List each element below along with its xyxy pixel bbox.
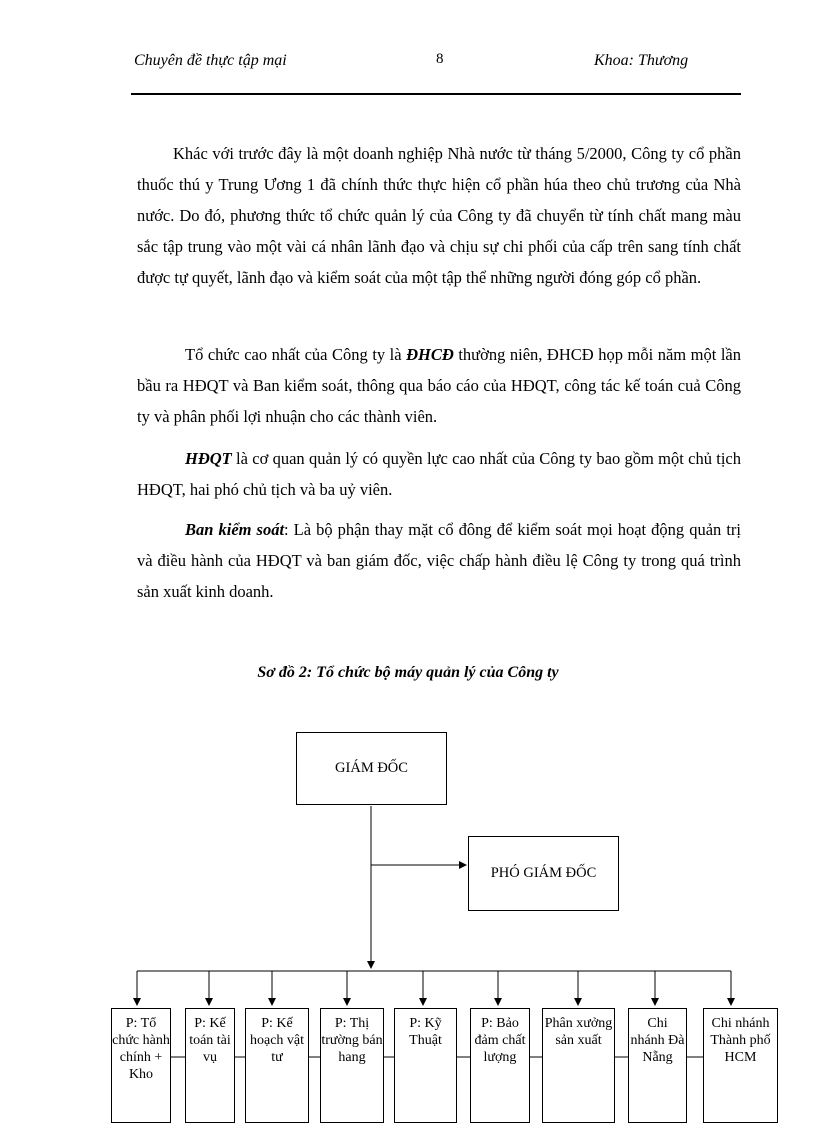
- dept-box-admin: P: Tổ chức hành chính + Kho: [111, 1008, 171, 1123]
- paragraph-4-text: : Là bộ phận thay mặt cổ đông để kiểm soát mọi hoạt động quản trị và điều hành của HĐQT và ban giám đốc, việc chấp hành điều lệ Công ty trong quá trình sản xuất kinh doanh.: [137, 520, 741, 601]
- term-hdqt: HĐQT: [185, 449, 232, 468]
- dept-box-planning: P: Kế hoạch vật tư: [245, 1008, 309, 1123]
- paragraph-1: Khác với trước đây là một doanh nghiệp Nhà nước từ tháng 5/2000, Công ty cổ phần thuốc thú y Trung Ương 1 đã chính thức thực hiện cổ phần húa theo chủ trương của Nhà nước. Do đó, phương thức tổ chức quản lý của Công ty đã chuyển từ tính chất mang màu sắc tập trung vào một vài cá nhân lãnh đạo và chịu sự chi phối của cấp trên sang tính chất được tự quyết, lãnh đạo và kiểm soát của một tập thể những người đóng góp cổ phần.: [137, 144, 741, 287]
- dept-box-accounting: P: Kế toán tài vụ: [185, 1008, 235, 1123]
- paragraph-2-text-start: Tổ chức cao nhất của Công ty là: [185, 345, 407, 364]
- deputy-director-box: PHÓ GIÁM ĐỐC: [468, 836, 619, 911]
- term-dhcd: ĐHCĐ: [406, 345, 454, 364]
- header-left-title: Chuyên đề thực tập mại: [134, 52, 287, 69]
- page-number: 8: [436, 51, 444, 67]
- director-box: GIÁM ĐỐC: [296, 732, 447, 805]
- dept-box-workshop: Phân xưởng sản xuất: [542, 1008, 615, 1123]
- diagram-caption: Sơ đồ 2: Tổ chức bộ máy quản lý của Công ty: [257, 664, 559, 681]
- header-right-title: Khoa: Thương: [594, 52, 689, 69]
- dept-box-danang: Chi nhánh Đà Nẵng: [628, 1008, 687, 1123]
- dept-box-hcm: Chi nhánh Thành phố HCM: [703, 1008, 778, 1123]
- dept-box-market: P: Thị trường bán hang: [320, 1008, 384, 1123]
- dept-box-technical: P: Kỹ Thuật: [394, 1008, 457, 1123]
- dept-box-quality: P: Bảo đảm chất lượng: [470, 1008, 530, 1123]
- paragraph-2-text-end: thường niên, ĐHCĐ họp mỗi năm một lần bầu ra HĐQT và Ban kiểm soát, thông qua báo cáo của HĐQT, công tác kế toán cuả Công ty và phân phối lợi nhuận cho các thành viên.: [137, 345, 741, 426]
- term-ban-kiem-soat: Ban kiểm soát: [185, 520, 285, 539]
- paragraph-3-text: là cơ quan quản lý có quyền lực cao nhất của Công ty bao gồm một chủ tịch HĐQT, hai phó chủ tịch và ba uỷ viên.: [137, 449, 741, 499]
